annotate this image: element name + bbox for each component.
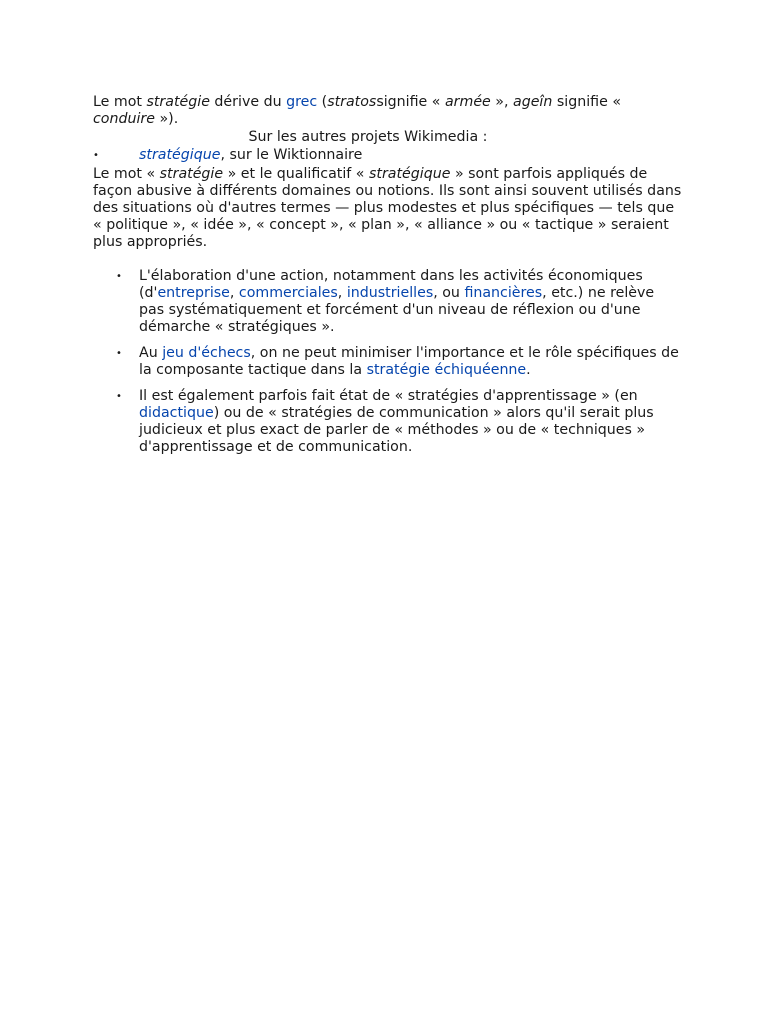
text-run: Le mot «: [93, 166, 160, 182]
text-run: (: [317, 94, 328, 110]
text-run: Au: [139, 345, 163, 361]
text-run: »).: [154, 111, 179, 127]
document-page: [93, 94, 683, 465]
link-label: stratégique: [139, 147, 221, 163]
list-item: [93, 388, 683, 456]
italic-term: stratégie: [159, 166, 224, 182]
examples-list: [93, 268, 683, 456]
text-run: Le mot: [93, 94, 147, 110]
text-run: »,: [490, 94, 513, 110]
text-run: .: [526, 362, 531, 378]
link-jeu-d-echecs[interactable]: jeu d'échecs: [162, 345, 251, 361]
etymology-paragraph: [93, 94, 683, 128]
link-didactique[interactable]: didactique: [139, 405, 214, 421]
sister-project-suffix: , sur le Wiktionnaire: [220, 147, 363, 163]
link-industrielles[interactable]: industrielles: [346, 285, 434, 301]
sister-projects-header: Sur les autres projets Wikimedia :: [248, 129, 488, 145]
italic-term: ageîn: [513, 94, 553, 110]
link-strategie-echiqueenne[interactable]: stratégie échiquéenne: [366, 362, 527, 378]
link-commerciales[interactable]: commerciales: [238, 285, 338, 301]
italic-term: stratégique: [369, 166, 451, 182]
list-item: [93, 345, 683, 379]
text-run: signifie «: [552, 94, 622, 110]
link-grec[interactable]: grec: [286, 94, 318, 110]
text-run: » et le qualificatif «: [223, 166, 369, 182]
text-run: , ou: [433, 285, 465, 301]
link-financieres[interactable]: financières: [464, 285, 543, 301]
text-run: ,: [337, 285, 347, 301]
text-run: , etc.) ne relève pas systématiquement et forcément d'un niveau de réflexion ou d'une démarche « stratégiques ».: [139, 285, 655, 335]
italic-term: stratos: [327, 94, 377, 110]
sister-project-item: [93, 147, 683, 164]
text-run: ) ou de « stratégies de communication » alors qu'il serait plus judicieux et plus exact de parler de « méthodes » ou de « techniques » d'apprentissage et de communication.: [139, 405, 654, 455]
text-run: signifie «: [376, 94, 445, 110]
text-run: ,: [229, 285, 239, 301]
text-run: » sont parfois appliqués de façon abusive à différents domaines ou notions. Ils sont ainsi souvent utilisés dans des situations où d'autres termes — plus modestes et plus spécifiques — tels que « politique », « idée », « concept », « plan », « alliance » ou « tactique » seraient plus appropriés.: [93, 166, 682, 250]
usage-paragraph: [93, 166, 683, 251]
text-run: L'élaboration d'une action, notamment dans les activités économiques (d': [139, 268, 643, 301]
text-run: , on ne peut minimiser l'importance et le rôle spécifiques de la composante tactique dans la: [139, 345, 679, 378]
italic-term: conduire: [93, 111, 155, 127]
italic-term: stratégie: [146, 94, 210, 110]
link-entreprise[interactable]: entreprise: [157, 285, 230, 301]
link-wiktionnaire-strategique[interactable]: [139, 147, 220, 163]
text-run: Il est également parfois fait état de « stratégies d'apprentissage » (en: [139, 388, 638, 404]
italic-term: armée: [444, 94, 491, 110]
list-item: [93, 268, 683, 336]
sister-projects-list: [93, 147, 683, 164]
text-run: dérive du: [209, 94, 287, 110]
